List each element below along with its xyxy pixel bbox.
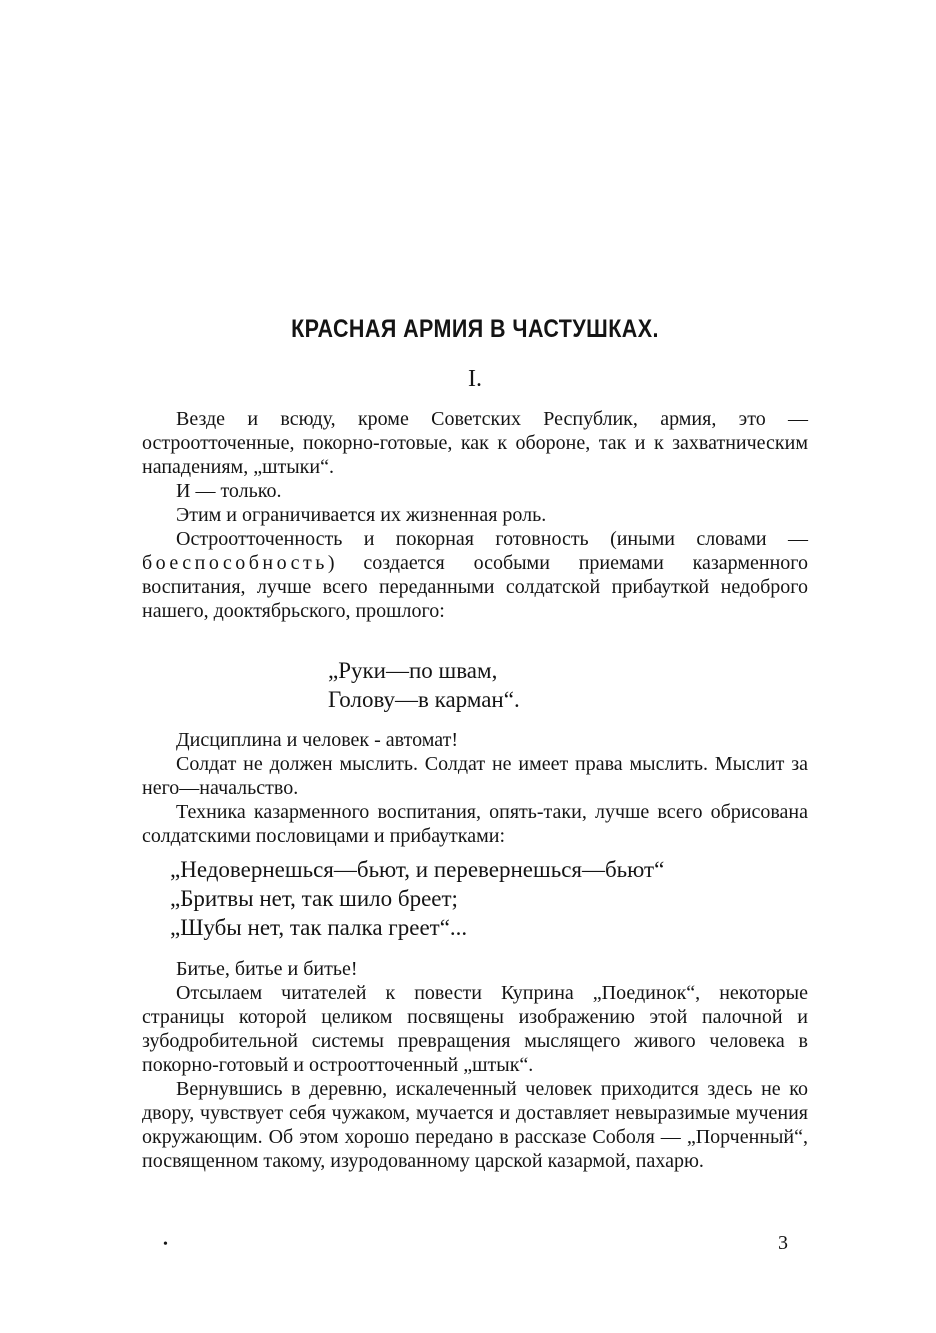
footer-mark: • [163,1237,168,1252]
paragraph-combat-readiness-start: Остроотточенность и покорная готовность (иными словами — [176,528,808,550]
page-title: КРАСНАЯ АРМИЯ В ЧАСТУШКАХ. [291,315,659,343]
paragraph-soldier-thinking: Солдат не должен мыслить. Солдат не имеет права мыслить. Мыслит за него—начальство. [142,753,808,799]
chapter-number: I. [468,366,482,392]
paragraph-life-role: Этим и ограничивается их жизненная роль. [176,504,547,526]
verse-line: „Шубы нет, так палка греет“... [170,915,468,940]
verse-beating [170,855,664,942]
paragraph-only: И — только. [176,480,282,502]
text-block-kuprin [142,957,808,1173]
paragraph-barracks-technique: Техника казарменного воспитания, опять-таки, лучше всего обрисована солдатскими пословицами и прибаутками: [142,801,808,847]
verse-hands-at-seams [328,656,520,714]
paragraph-kuprin-duel: Отсылаем читателей к повести Куприна „Поединок“, некоторые страницы которой целиком посвящены изображению этой палочной и зубодробительной системы превращения мыслящего живого человека в покорно-готовый и остроотточенный „штык“. [142,982,808,1076]
paragraph-sobol-story: Вернувшись в деревню, искалеченный человек приходится здесь не ко двору, чувствует себя чужаком, мучается и доставляет невыразимые мучения окружающим. Об этом хорошо передано в рассказе Соболя — „Порченный“, посвященном такому, изуродованному царской казармой, пахарю. [142,1078,808,1172]
paragraph-combat-readiness [142,527,808,623]
verse-line: „Бритвы нет, так шило бреет; [170,886,458,911]
paragraph-beating: Битье, битье и битье! [176,958,358,980]
text-block-intro [142,407,808,623]
verse-line: „Руки—по швам, [328,658,498,683]
spaced-word: боеспособность [142,552,328,574]
verse-line: „Недовернешься—бьют, и перевернешься—бьют“ [170,857,665,882]
paragraph-armies-abroad: Везде и всюду, кроме Советских Республик, армия, это — остроотточенные, покорно-готовые, как к обороне, так и к захватническим нападениям, „штыки“. [142,408,808,478]
verse-line: Голову—в карман“. [328,687,520,712]
page-content [142,0,808,1333]
text-block-discipline [142,728,808,848]
page-number: 3 [778,1232,788,1254]
paragraph-combat-readiness-end: ) создается особыми приемами казарменного воспитания, лучше всего переданными солдатской прибауткой недоброго нашего, дооктябрьского, прошлого: [142,552,808,622]
paragraph-discipline: Дисциплина и человек - автомат! [176,729,458,751]
